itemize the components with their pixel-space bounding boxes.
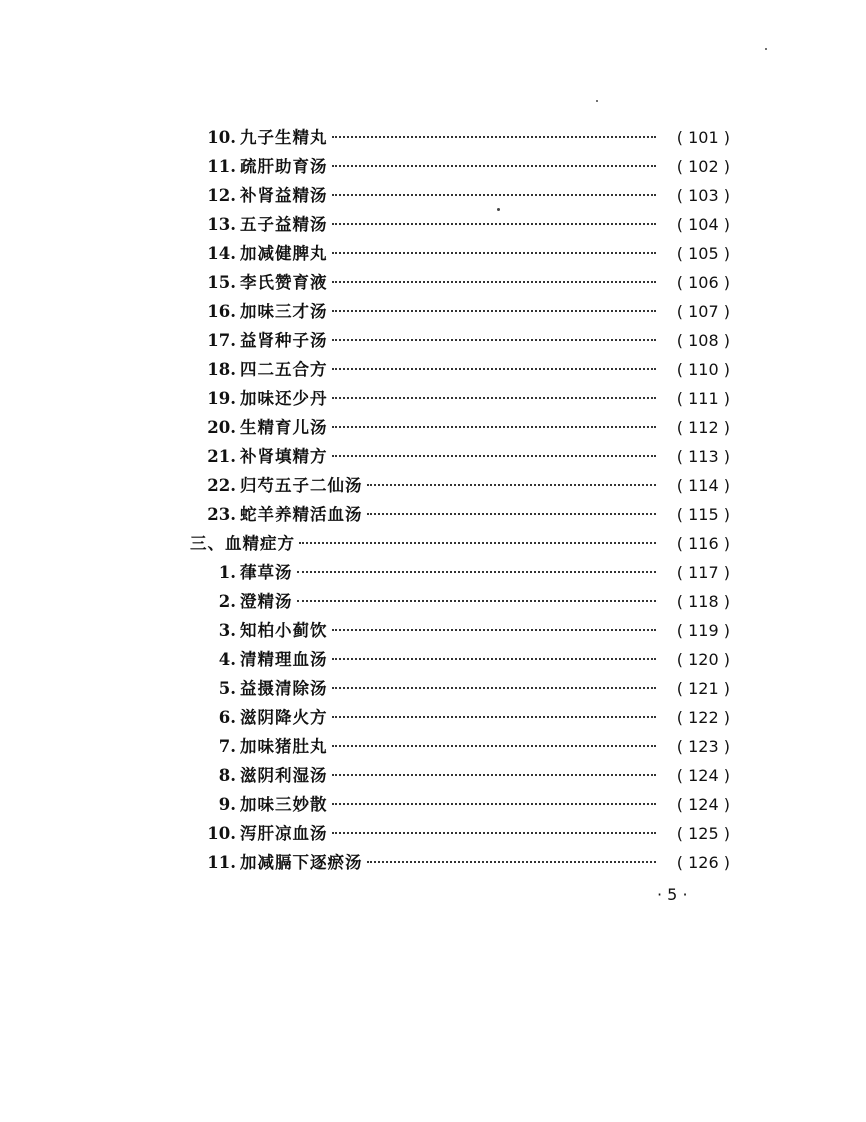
- entry-page: ( 107 ): [676, 302, 730, 321]
- dot-leader: [332, 716, 657, 718]
- toc-entry[interactable]: [190, 587, 730, 616]
- entry-title: 九子生精丸: [240, 128, 328, 147]
- entry-page: ( 105 ): [676, 244, 730, 263]
- entry-page: ( 104 ): [676, 215, 730, 234]
- section-title: 三、血精症方: [190, 534, 295, 553]
- toc-entry[interactable]: [190, 674, 730, 703]
- entry-title: 澄精汤: [240, 592, 293, 611]
- toc-entry[interactable]: [190, 790, 730, 819]
- toc-entries: [190, 123, 730, 529]
- toc-entry[interactable]: [190, 268, 730, 297]
- toc-entry[interactable]: [190, 355, 730, 384]
- entry-page: ( 101 ): [676, 128, 730, 147]
- dot-leader: [332, 136, 657, 138]
- entry-page: ( 120 ): [676, 650, 730, 669]
- dot-leader: [332, 658, 657, 660]
- toc-entry[interactable]: [190, 326, 730, 355]
- toc-entry[interactable]: [190, 761, 730, 790]
- toc-entry[interactable]: [190, 413, 730, 442]
- entry-page: ( 118 ): [676, 592, 730, 611]
- entry-number: 3.: [218, 621, 236, 640]
- entry-number: 21.: [207, 447, 236, 466]
- entry-title: 补肾填精方: [240, 447, 328, 466]
- section-page: ( 116 ): [676, 534, 730, 553]
- toc-entry[interactable]: [190, 239, 730, 268]
- entry-title: 李氏赞育液: [240, 273, 328, 292]
- page-number: · 5 ·: [657, 885, 688, 904]
- toc-entry[interactable]: [190, 819, 730, 848]
- entry-number: 10.: [207, 824, 236, 843]
- entry-title: 加味猪肚丸: [240, 737, 328, 756]
- entry-page: ( 111 ): [676, 389, 730, 408]
- dot-leader: [367, 861, 657, 863]
- entry-number: 22.: [207, 476, 236, 495]
- entry-title: 葎草汤: [240, 563, 293, 582]
- entry-number: 2.: [218, 592, 236, 611]
- entry-page: ( 117 ): [676, 563, 730, 582]
- entry-title: 知柏小蓟饮: [240, 621, 328, 640]
- entry-number: 18.: [207, 360, 236, 379]
- entry-title: 滋阴降火方: [240, 708, 328, 727]
- toc-entry[interactable]: [190, 500, 730, 529]
- entry-page: ( 103 ): [676, 186, 730, 205]
- toc-entry[interactable]: [190, 703, 730, 732]
- entry-number: 23.: [207, 505, 236, 524]
- dot-leader: [332, 426, 657, 428]
- entry-title: 生精育儿汤: [240, 418, 328, 437]
- entry-page: ( 106 ): [676, 273, 730, 292]
- entry-number: 7.: [218, 737, 236, 756]
- toc-entry[interactable]: [190, 848, 730, 877]
- entry-page: ( 124 ): [676, 795, 730, 814]
- entry-title: 益摄清除汤: [240, 679, 328, 698]
- dot-leader: [332, 223, 657, 225]
- dot-leader: [332, 397, 657, 399]
- toc-entry[interactable]: [190, 471, 730, 500]
- dot-leader: [367, 513, 657, 515]
- toc-entry[interactable]: [190, 558, 730, 587]
- entry-number: 20.: [207, 418, 236, 437]
- entry-title: 疏肝助育汤: [240, 157, 328, 176]
- entry-number: 4.: [218, 650, 236, 669]
- dot-leader: [332, 310, 657, 312]
- entry-number: 17.: [207, 331, 236, 350]
- entry-page: ( 124 ): [676, 766, 730, 785]
- entry-number: 13.: [207, 215, 236, 234]
- entry-title: 补肾益精汤: [240, 186, 328, 205]
- entry-page: ( 115 ): [676, 505, 730, 524]
- dot-leader: [332, 803, 657, 805]
- entry-title: 益肾种子汤: [240, 331, 328, 350]
- dot-leader: [332, 368, 657, 370]
- entry-title: 五子益精汤: [240, 215, 328, 234]
- entry-page: ( 126 ): [676, 853, 730, 872]
- entry-title: 清精理血汤: [240, 650, 328, 669]
- scan-speck: [765, 48, 767, 50]
- toc-entry[interactable]: [190, 210, 730, 239]
- toc-entry[interactable]: [190, 645, 730, 674]
- dot-leader: [332, 832, 657, 834]
- dot-leader: [332, 774, 657, 776]
- entry-page: ( 114 ): [676, 476, 730, 495]
- entry-page: ( 119 ): [676, 621, 730, 640]
- entry-page: ( 121 ): [676, 679, 730, 698]
- entry-number: 10.: [207, 128, 236, 147]
- toc-entry[interactable]: [190, 616, 730, 645]
- entry-page: ( 122 ): [676, 708, 730, 727]
- dot-leader: [297, 600, 657, 602]
- entry-title: 加减健脾丸: [240, 244, 328, 263]
- entry-number: 15.: [207, 273, 236, 292]
- entry-page: ( 112 ): [676, 418, 730, 437]
- entry-title: 滋阴利湿汤: [240, 766, 328, 785]
- entry-page: ( 123 ): [676, 737, 730, 756]
- entry-page: ( 102 ): [676, 157, 730, 176]
- entry-number: 14.: [207, 244, 236, 263]
- entry-number: 16.: [207, 302, 236, 321]
- toc-entry[interactable]: [190, 297, 730, 326]
- dot-leader: [367, 484, 657, 486]
- entry-title: 归芍五子二仙汤: [240, 476, 363, 495]
- toc-entry[interactable]: [190, 442, 730, 471]
- toc-sub-entries: [190, 558, 730, 877]
- entry-number: 8.: [218, 766, 236, 785]
- toc-section-heading[interactable]: [190, 529, 730, 558]
- entry-page: ( 113 ): [676, 447, 730, 466]
- toc-entry[interactable]: [190, 732, 730, 761]
- entry-number: 11.: [207, 157, 236, 176]
- toc-entry[interactable]: [190, 152, 730, 181]
- entry-page: ( 108 ): [676, 331, 730, 350]
- entry-page: ( 110 ): [676, 360, 730, 379]
- scan-speck: [596, 100, 598, 102]
- table-of-contents: [190, 123, 730, 877]
- dot-leader: [297, 571, 657, 573]
- dot-leader: [332, 252, 657, 254]
- entry-number: 6.: [218, 708, 236, 727]
- toc-entry[interactable]: [190, 123, 730, 152]
- dot-leader: [332, 339, 657, 341]
- dot-leader: [299, 542, 656, 544]
- dot-leader: [332, 194, 657, 196]
- entry-title: 四二五合方: [240, 360, 328, 379]
- toc-entry[interactable]: [190, 181, 730, 210]
- entry-title: 加味三才汤: [240, 302, 328, 321]
- entry-title: 加减膈下逐瘀汤: [240, 853, 363, 872]
- entry-number: 19.: [207, 389, 236, 408]
- entry-number: 5.: [218, 679, 236, 698]
- entry-page: ( 125 ): [676, 824, 730, 843]
- dot-leader: [332, 687, 657, 689]
- entry-title: 加味三妙散: [240, 795, 328, 814]
- entry-title: 加味还少丹: [240, 389, 328, 408]
- scan-speck: [497, 208, 500, 211]
- toc-entry[interactable]: [190, 384, 730, 413]
- dot-leader: [332, 281, 657, 283]
- entry-number: 11.: [207, 853, 236, 872]
- entry-title: 蛇羊养精活血汤: [240, 505, 363, 524]
- entry-number: 12.: [207, 186, 236, 205]
- dot-leader: [332, 745, 657, 747]
- entry-number: 1.: [218, 563, 236, 582]
- dot-leader: [332, 455, 657, 457]
- entry-number: 9.: [218, 795, 236, 814]
- dot-leader: [332, 165, 657, 167]
- dot-leader: [332, 629, 657, 631]
- entry-title: 泻肝凉血汤: [240, 824, 328, 843]
